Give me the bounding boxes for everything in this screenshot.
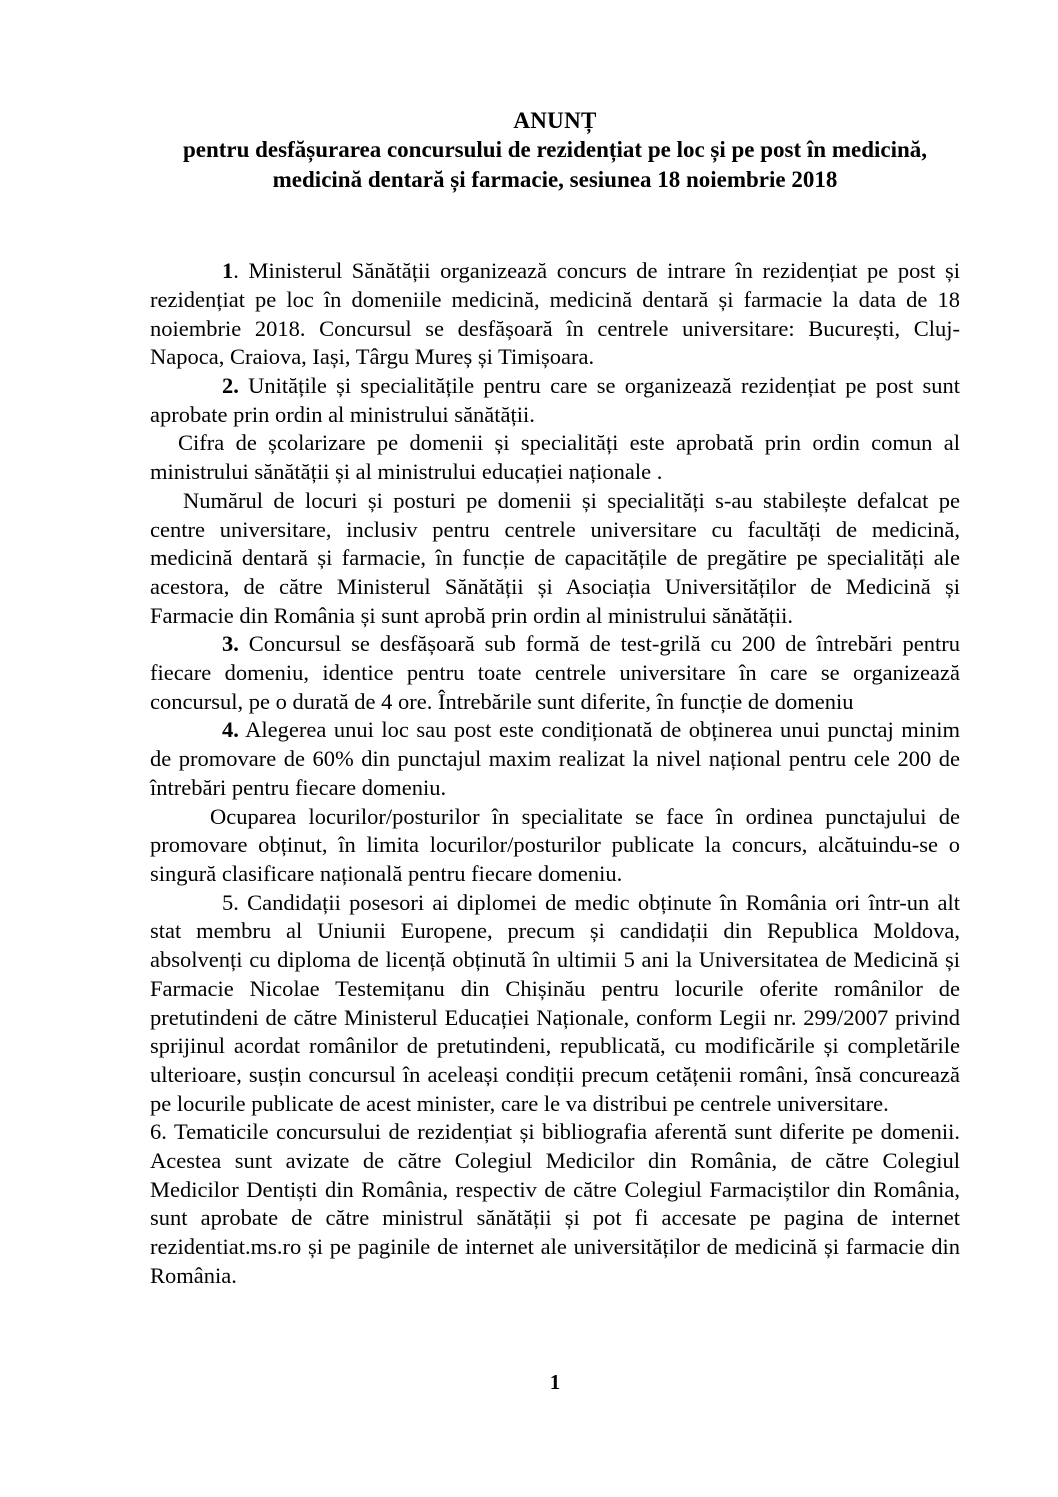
paragraph-9-text: 6. Tematicile concursului de rezidențiat și bibliografia aferentă sunt diferite pe domenii. Acestea sunt avizate de către Colegiul Medicilor din România, de către Colegiul Medicilor Dentiști din România, respectiv de către Colegiul Farmaciștilor din România, sunt aprobate de către ministrul sănătății și pot fi accesate pe pagina de internet rezidentiat.ms.ro și pe paginile de internet ale universităților de medicină și farmacie din România. <box>150 1119 960 1288</box>
paragraph-6 <box>150 716 960 802</box>
paragraph-2-text: Unitățile și specialitățile pentru care se organizează rezidențiat pe post sunt aprobate prin ordin al ministrului sănătății. <box>150 373 960 427</box>
paragraph-8-text: 5. Candidații posesori ai diplomei de medic obținute în România ori într-un alt stat membru al Uniunii Europene, precum și candidații din Republica Moldova, absolvenți cu diploma de licență obținută în ultimii 5 ani la Universitatea de Medicină și Farmacie Nicolae Testemițanu din Chișinău pentru locurile oferite românilor de pretutindeni de către Ministerul Educației Naționale, conform Legii nr. 299/2007 privind sprijinul acordat românilor de pretutindeni, republicată, cu modificările și completările ulterioare, susțin concursul în aceleași condiții precum cetățenii români, însă concurează pe locurile publicate de acest minister, care le va distribui pe centrele universitare. <box>150 889 960 1116</box>
paragraph-1 <box>150 257 960 372</box>
paragraph-6-text: Alegerea unui loc sau post este condiționată de obținerea unui punctaj minim de promovare de 60% din punctajul maxim realizat la nivel național pentru cele 200 de întrebări pentru fiecare domeniu. <box>150 717 960 800</box>
document-body <box>150 257 960 1290</box>
paragraph-4 <box>150 487 960 631</box>
paragraph-7-text: Ocuparea locurilor/posturilor în specialitate se face în ordinea punctajului de promovare obținut, în limita locurilor/posturilor publicate la concurs, alcătuindu-se o singură clasificare națională pentru fiecare domeniu. <box>150 803 960 886</box>
paragraph-1-text: . Ministerul Sănătății organizează concurs de intrare în rezidențiat pe post și rezidențiat pe loc în domeniile medicină, medicină dentară și farmacie la data de 18 noiembrie 2018. Concursul se desfășoară în centrele universitare: București, Cluj-Napoca, Craiova, Iași, Târgu Mureș și Timișoara. <box>150 258 960 370</box>
paragraph-3-text: Cifra de școlarizare pe domenii și specialități este aprobată prin ordin comun al ministrului sănătății și al ministrului educației naționale . <box>150 430 960 485</box>
paragraph-2-number: 2. <box>222 373 239 399</box>
page-number: 1 <box>549 1370 561 1394</box>
paragraph-2 <box>150 372 960 429</box>
paragraph-5-text: Concursul se desfășoară sub formă de test-grilă cu 200 de întrebări pentru fiecare domeniu, identice pentru toate centrele universitare în care se organizează concursul, pe o durată de 4 ore. Întrebările sunt diferite, în funcție de domeniu <box>150 631 960 714</box>
paragraph-1-number: 1 <box>222 258 234 284</box>
paragraph-4-text: Numărul de locuri și posturi pe domenii și specialități s-au stabilește defalcat pe centre universitare, inclusiv pentru centrele universitare cu facultăți de medicină, medicină dentară și farmacie, în funcție de capacitățile de pregătire pe specialități ale acestora, de către Ministerul Sănătății și Asociația Universităților de Medicină și Farmacie din România și sunt aprobă prin ordin al ministrului sănătății. <box>150 487 960 628</box>
paragraph-5-number: 3. <box>222 631 239 657</box>
paragraph-5 <box>150 630 960 716</box>
paragraph-3 <box>150 429 960 486</box>
document-content <box>150 106 960 1291</box>
paragraph-6-number: 4. <box>222 717 239 743</box>
paragraph-9 <box>150 1118 960 1290</box>
document-title: ANUNȚ <box>513 108 597 133</box>
paragraph-8 <box>150 889 960 1119</box>
document-subtitle: pentru desfășurarea concursului de rezidențiat pe loc și pe post în medicină, medicină dentară și farmacie, sesiunea 18 noiembrie 2018 <box>182 137 928 193</box>
paragraph-7 <box>150 803 960 889</box>
